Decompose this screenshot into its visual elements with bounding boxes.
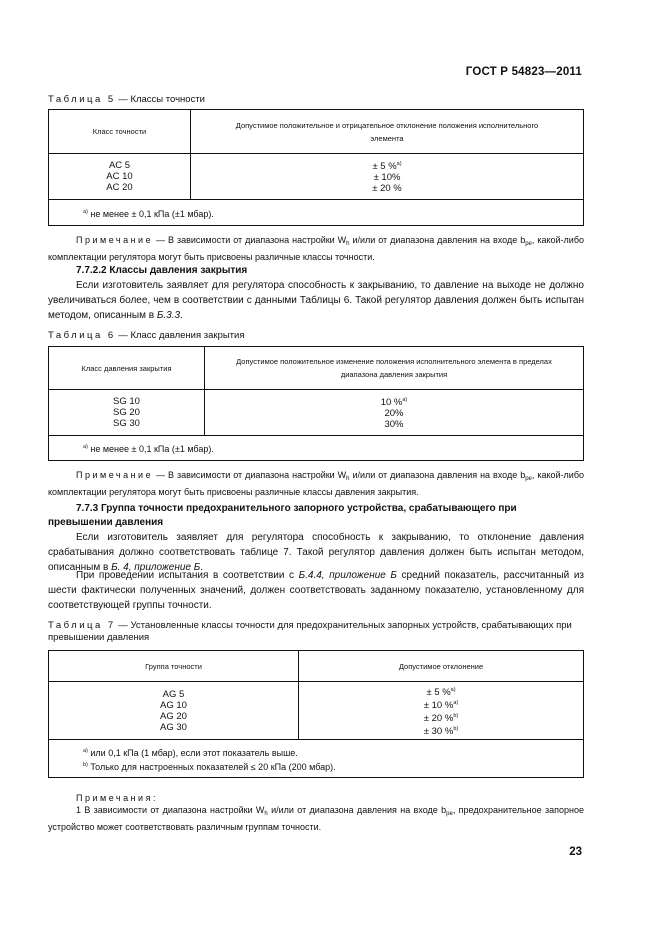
table5-header-col2: Допустимое положительное и отрицательное отклонение положения исполнительного элемента [191,110,584,154]
note-table6: Примечание — В зависимости от диапазона настройки $W_h$ и/или от диапазона давления на входе $b_{pe}$, какой-либо комплектации регулятора могут быть присвоены различные классы давления закрытия. [48,470,584,497]
section-773-heading: 7.7.3 Группа точности предохранительного запорного устройства, срабатывающего при превышении давления [48,503,517,528]
table7-header-col2: Допустимое отклонение [299,651,584,682]
table6-col2-values [205,390,584,436]
table-cell: ± 20 %$^{b)}$ [423,712,459,724]
table-row [49,390,584,436]
table5-caption-text: — Классы точности [115,94,205,105]
table7-caption: Таблица 7 — Установленные классы точности для предохранительных запорных устройств, срабатывающих при превышении давления [48,620,572,643]
table7-header-col1: Группа точности [49,651,299,682]
table-cell: 20% [384,408,404,419]
table-row [49,154,584,200]
table-cell: AC 10 [106,171,133,182]
table-cell: SG 20 [113,407,140,418]
table-cell: 30% [384,419,404,430]
table6-header-col1: Класс давления закрытия [49,347,205,390]
table-cell: AG 30 [160,721,187,733]
table7-col2-values [299,682,584,740]
table-cell: 10 %$^{a)}$ [380,397,408,408]
table-cell: ± 20 % [372,183,402,194]
table6-col1-values [49,390,205,436]
table5-caption [48,94,205,106]
table-cell: AG 5 [162,688,185,700]
table-cell: AG 20 [160,710,187,722]
table7-footnotes [49,740,584,778]
note-table5: Примечание — В зависимости от диапазона настройки $W_h$ и/или от диапазона давления на входе $b_{pe}$, какой-либо комплектации регулятора могут быть присвоены различные классы точности. [48,235,584,262]
table5-caption-word: Таблица 5 [48,94,116,105]
table-cell: SG 10 [113,396,140,407]
table5 [48,109,584,226]
notes-item-1: 1 В зависимости от диапазона настройки $W_h$ и/или от диапазона давления на входе $b_{pe}$, предохранительное запорное устройство может соответствовать различным группам точности. [48,805,584,832]
table5-header-col1: Класс точности [49,110,191,154]
document-id: ГОСТ Р 54823—2011 [465,66,582,78]
page-number: 23 [569,846,582,858]
table-row [49,682,584,740]
table5-col2-values [191,154,584,200]
table7-footnote-a: $^{a)}$ или 0,1 кПа (1 мбар), если этот показатель выше. [83,747,298,758]
table-cell: AG 10 [160,699,187,711]
table7-footnote-b: $^{b)}$ Только для настроенных показателей ≤ 20 кПа (200 мбар). [83,761,336,772]
section-773-paragraph-1: Если изготовитель заявляет для регулятора способность к закрыванию, то отклонение давления срабатывания должно соответствовать таблице 7. Такой регулятор давления должен быть испытан методом, описанным в Б. 4, приложение Б. [48,532,584,573]
table6-header-col2: Допустимое положительное изменение положения исполнительного элемента в пределах диапазона давления закрытия [205,347,584,390]
notes-label: Примечания: [76,793,158,803]
section-773-paragraph-2: При проведении испытания в соответствии с Б.4.4, приложение Б средний показатель, рассчитанный из шести фактически полученных значений, должен соответствовать заданному показателю, установленному для соответствующей группы точности. [48,570,584,611]
table7-col1-values [49,682,299,740]
table-cell: AC 20 [106,182,133,193]
table6 [48,346,584,461]
table-cell: ± 10 %$^{a)}$ [423,699,459,711]
section-7722-heading: 7.7.2.2 Классы давления закрытия [76,265,248,276]
table-cell: ± 30 %$^{b)}$ [423,725,459,737]
table-cell: AC 5 [108,160,131,171]
table5-col1-values [49,154,191,200]
table-cell: ± 5 %$^{a)}$ [426,686,456,698]
table5-footnote: $^{a)}$ не менее ± 0,1 кПа (±1 мбар). [49,200,584,226]
table-cell: ± 10% [373,172,401,183]
section-7722-paragraph: Если изготовитель заявляет для регулятора способность к закрыванию, то давление на выходе не должно увеличиваться более, чем в соответствии с данными Таблицы 6. Такой регулятор давления должен быть испытан методом, описанным в Б.3.3. [48,280,584,321]
table7 [48,650,584,778]
table6-footnote: $^{a)}$ не менее ± 0,1 кПа (±1 мбар). [49,436,584,461]
table-cell: ± 5 %$^{a)}$ [372,161,402,172]
table-cell: SG 30 [113,418,140,429]
table6-caption: Таблица 6 — Класс давления закрытия [48,330,245,341]
